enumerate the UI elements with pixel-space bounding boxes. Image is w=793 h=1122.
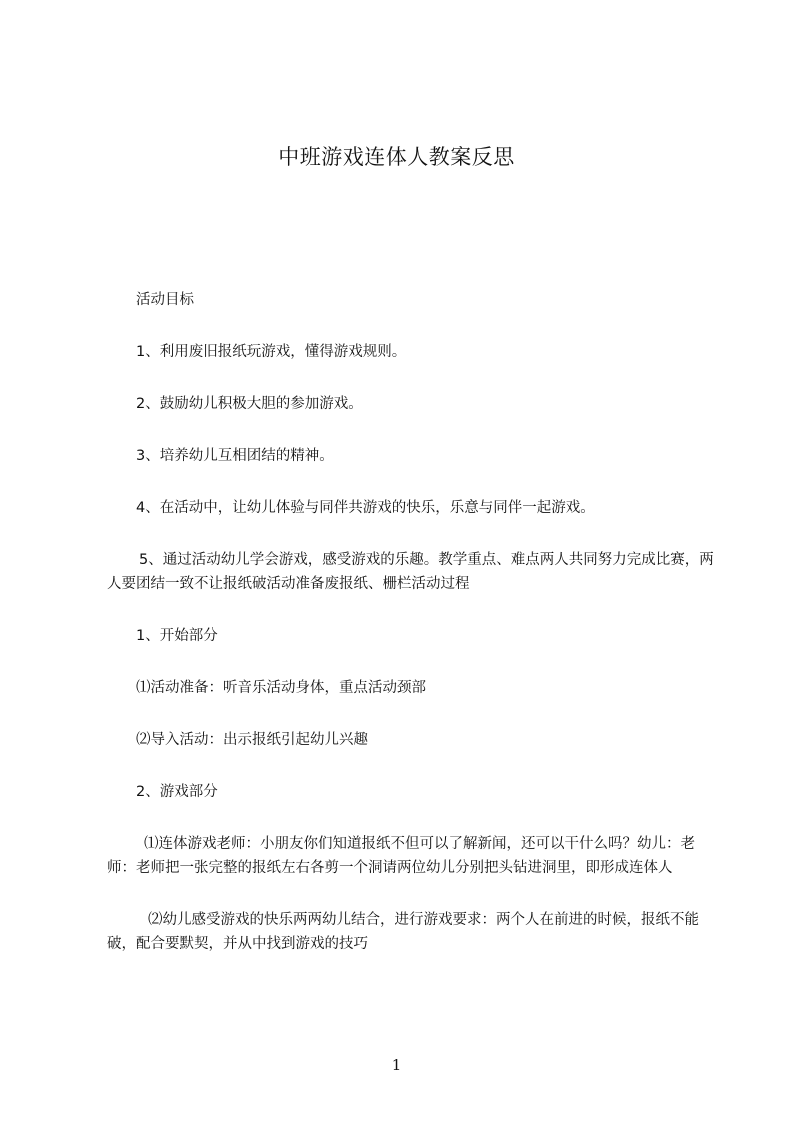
section-heading-opening: 1、开始部分 <box>136 628 218 644</box>
opening-step-1: ⑴活动准备：听音乐活动身体，重点活动颈部 <box>136 680 426 696</box>
page-number: 1 <box>391 1056 402 1074</box>
game-step-2: ⑵幼儿感受游戏的快乐两两幼儿结合，进行游戏要求：两个人在前进的时候，报纸不能破，配合要默契，并从中找到游戏的技巧 <box>107 912 699 952</box>
goal-item-3: 3、培养幼儿互相团结的精神。 <box>136 448 334 464</box>
goal-item-1: 1、利用废旧报纸玩游戏，懂得游戏规则。 <box>136 344 407 360</box>
goal-item-4: 4、在活动中，让幼儿体验与同伴共游戏的快乐，乐意与同伴一起游戏。 <box>136 500 595 516</box>
document-title: 中班游戏连体人教案反思 <box>278 145 515 169</box>
game-step-1: ⑴连体游戏老师：小朋友你们知道报纸不但可以了解新闻，还可以干什么吗？幼儿：老师：老师把一张完整的报纸左右各剪一个洞请两位幼儿分别把头钻进洞里，即形成连体人 <box>107 836 695 876</box>
goal-item-2: 2、鼓励幼儿积极大胆的参加游戏。 <box>136 396 363 412</box>
section-heading-activity-goals: 活动目标 <box>136 292 194 308</box>
goal-item-5: 5、通过活动幼儿学会游戏，感受游戏的乐趣。教学重点、难点两人共同努力完成比赛，两人要团结一致不让报纸破活动准备废报纸、栅栏活动过程 <box>107 552 714 592</box>
section-heading-game: 2、游戏部分 <box>136 784 218 800</box>
opening-step-2: ⑵导入活动：出示报纸引起幼儿兴趣 <box>136 732 368 748</box>
document-body <box>107 288 717 984</box>
